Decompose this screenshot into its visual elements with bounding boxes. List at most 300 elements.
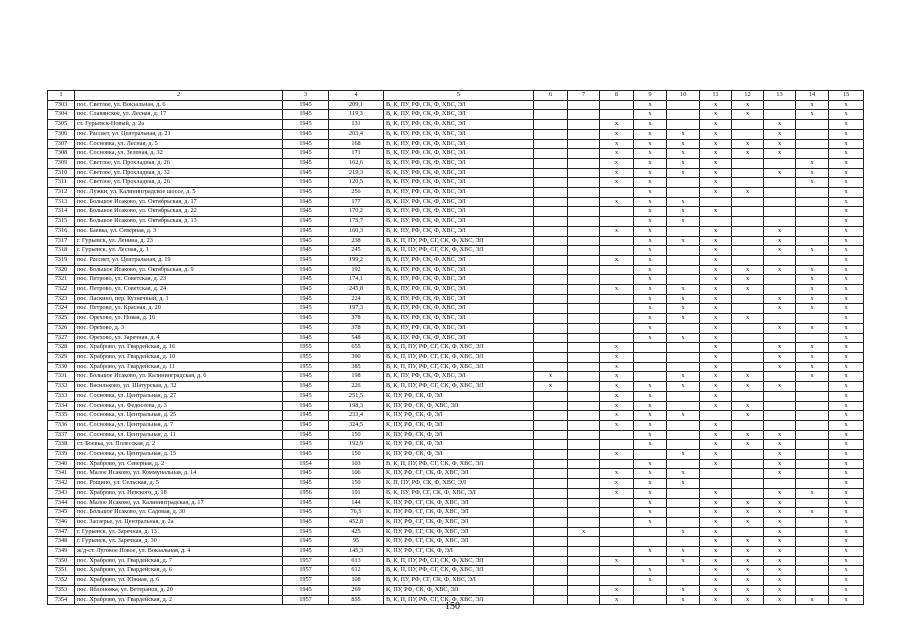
row-mark-col-15: x <box>829 537 864 547</box>
row-mark-col-13 <box>764 110 796 120</box>
row-services: К, П, ПУ, РФ, СК, Ф, ХВС, ЭЛ <box>384 479 534 489</box>
row-mark-col-10 <box>667 391 700 401</box>
row-mark-col-6 <box>534 440 568 450</box>
row-address: пос. Сосновка, ул. Лесная, д. 5 <box>75 139 283 149</box>
row-mark-col-10: x <box>667 556 700 566</box>
row-mark-col-15: x <box>829 120 864 130</box>
row-mark-col-10: x <box>667 207 700 217</box>
row-mark-col-8: x <box>600 139 634 149</box>
row-mark-col-15: x <box>829 469 864 479</box>
row-mark-col-7 <box>568 226 600 236</box>
row-mark-col-13 <box>764 197 796 207</box>
row-year: 1945 <box>283 255 329 265</box>
row-mark-col-12 <box>732 294 764 304</box>
row-mark-col-12: x <box>732 285 764 295</box>
table-row <box>48 517 864 527</box>
row-mark-col-8 <box>600 537 634 547</box>
row-number: 7330 <box>48 362 75 372</box>
table-row <box>48 207 864 217</box>
row-mark-col-8: x <box>600 168 634 178</box>
row-mark-col-14 <box>796 420 829 430</box>
row-services: В, К, ПУ, РФ, СК, Ф, ХВС, ЭЛ <box>384 158 534 168</box>
row-year: 1957 <box>283 566 329 576</box>
row-mark-col-11: x <box>700 188 732 198</box>
row-mark-col-11: x <box>700 178 732 188</box>
row-year: 1945 <box>283 382 329 392</box>
row-area: 103 <box>329 459 384 469</box>
table-row <box>48 352 864 362</box>
row-mark-col-15: x <box>829 352 864 362</box>
row-mark-col-14 <box>796 401 829 411</box>
row-mark-col-6 <box>534 265 568 275</box>
row-mark-col-10 <box>667 188 700 198</box>
row-number: 7342 <box>48 479 75 489</box>
row-mark-col-13 <box>764 333 796 343</box>
row-year: 1945 <box>283 149 329 159</box>
row-services: В, К, ПУ, РФ, СК, Ф, ХВС, ЭЛ <box>384 333 534 343</box>
table-row <box>48 537 864 547</box>
row-area: 108 <box>329 576 384 586</box>
row-mark-col-15: x <box>829 275 864 285</box>
row-area: 197,3 <box>329 304 384 314</box>
row-mark-col-7 <box>568 100 600 110</box>
row-year: 1945 <box>283 527 329 537</box>
row-mark-col-15: x <box>829 440 864 450</box>
row-year: 1957 <box>283 595 329 605</box>
row-mark-col-9: x <box>634 120 667 130</box>
row-year: 1945 <box>283 585 329 595</box>
row-address: пос. Славянское, ул. Лесная, д. 17 <box>75 110 283 120</box>
row-address: ст. Боевка, ул. Полесская, д. 2 <box>75 440 283 450</box>
row-address: пос. Малое Исаково, ул. Калининградская, д. 17 <box>75 498 283 508</box>
row-mark-col-13 <box>764 314 796 324</box>
row-mark-col-8 <box>600 314 634 324</box>
row-mark-col-15: x <box>829 382 864 392</box>
row-mark-col-13: x <box>764 139 796 149</box>
row-mark-col-14: x <box>796 508 829 518</box>
table-row <box>48 110 864 120</box>
row-mark-col-9: x <box>634 401 667 411</box>
row-mark-col-15: x <box>829 547 864 557</box>
row-mark-col-13 <box>764 207 796 217</box>
row-mark-col-6 <box>534 479 568 489</box>
row-year: 1945 <box>283 285 329 295</box>
row-mark-col-7 <box>568 382 600 392</box>
row-mark-col-6 <box>534 430 568 440</box>
row-mark-col-7 <box>568 207 600 217</box>
row-services: В, К, ПУ, РФ, СК, Ф, ХВС, ЭЛ <box>384 139 534 149</box>
row-mark-col-14: x <box>796 100 829 110</box>
row-mark-col-12: x <box>732 440 764 450</box>
row-area: 199,2 <box>329 255 384 265</box>
row-mark-col-14 <box>796 440 829 450</box>
row-mark-col-12: x <box>732 149 764 159</box>
row-year: 1945 <box>283 304 329 314</box>
row-mark-col-8 <box>600 547 634 557</box>
row-mark-col-8: x <box>600 362 634 372</box>
row-address: пос. Храброво, ул. Гвардейская, д. 10 <box>75 352 283 362</box>
row-mark-col-7 <box>568 158 600 168</box>
row-mark-col-9: x <box>634 411 667 421</box>
row-address: пос. Светлое, ул. Вокзальная, д. 6 <box>75 100 283 110</box>
row-mark-col-12 <box>732 217 764 227</box>
row-address: пос. Петрово, ул. Советская, д. 23 <box>75 275 283 285</box>
row-mark-col-13: x <box>764 430 796 440</box>
row-mark-col-10: x <box>667 372 700 382</box>
row-services: В, К, ПУ, РФ, СК, Ф, ХВС, ЭЛ <box>384 294 534 304</box>
column-header-9: 9 <box>634 91 667 101</box>
row-area: 162,6 <box>329 158 384 168</box>
row-mark-col-8 <box>600 508 634 518</box>
table-row <box>48 585 864 595</box>
row-mark-col-12 <box>732 207 764 217</box>
row-mark-col-15: x <box>829 188 864 198</box>
row-mark-col-15: x <box>829 488 864 498</box>
row-mark-col-14 <box>796 236 829 246</box>
row-mark-col-13: x <box>764 498 796 508</box>
row-mark-col-8: x <box>600 226 634 236</box>
row-mark-col-8: x <box>600 178 634 188</box>
row-mark-col-14: x <box>796 372 829 382</box>
row-mark-col-9: x <box>634 265 667 275</box>
row-area: 191 <box>329 488 384 498</box>
row-mark-col-14: x <box>796 488 829 498</box>
row-mark-col-13: x <box>764 149 796 159</box>
row-mark-col-12 <box>732 178 764 188</box>
column-number-header-row <box>48 91 864 101</box>
row-area: 150 <box>329 450 384 460</box>
row-mark-col-15: x <box>829 129 864 139</box>
table-row <box>48 178 864 188</box>
row-mark-col-14 <box>796 382 829 392</box>
row-mark-col-14: x <box>796 323 829 333</box>
row-mark-col-12: x <box>732 188 764 198</box>
row-mark-col-14: x <box>796 304 829 314</box>
row-address: пос. Васильково, ул. Шатурская, д. 32 <box>75 382 283 392</box>
table-row <box>48 168 864 178</box>
row-mark-col-12: x <box>732 547 764 557</box>
row-mark-col-7 <box>568 479 600 489</box>
row-mark-col-13 <box>764 217 796 227</box>
row-area: 425 <box>329 527 384 537</box>
row-mark-col-14 <box>796 217 829 227</box>
row-area: 233,4 <box>329 411 384 421</box>
row-mark-col-10: x <box>667 149 700 159</box>
row-mark-col-13 <box>764 275 796 285</box>
row-number: 7334 <box>48 401 75 411</box>
row-mark-col-15: x <box>829 508 864 518</box>
row-area: 144 <box>329 498 384 508</box>
row-mark-col-8 <box>600 100 634 110</box>
row-mark-col-14 <box>796 255 829 265</box>
row-mark-col-11: x <box>700 265 732 275</box>
row-mark-col-14: x <box>796 352 829 362</box>
row-services: В, К, ПУ, РФ, СК, Ф, ХВС, ЭЛ <box>384 304 534 314</box>
row-mark-col-12: x <box>732 100 764 110</box>
table-row <box>48 314 864 324</box>
row-mark-col-11: x <box>700 450 732 460</box>
row-mark-col-12 <box>732 459 764 469</box>
table-row <box>48 255 864 265</box>
row-number: 7307 <box>48 139 75 149</box>
column-header-4: 4 <box>329 91 384 101</box>
column-header-12: 12 <box>732 91 764 101</box>
row-mark-col-13: x <box>764 226 796 236</box>
row-address: пос. Заозерье, ул. Центральная, д. 2а <box>75 517 283 527</box>
row-year: 1945 <box>283 450 329 460</box>
row-area: 174,1 <box>329 275 384 285</box>
row-mark-col-7 <box>568 430 600 440</box>
row-area: 209,1 <box>329 100 384 110</box>
row-mark-col-6 <box>534 352 568 362</box>
row-number: 7320 <box>48 265 75 275</box>
row-mark-col-6 <box>534 343 568 353</box>
row-area: 76,5 <box>329 508 384 518</box>
row-services: В, К, ПУ, РФ, СК, Ф, ХВС, ЭЛ <box>384 285 534 295</box>
row-mark-col-9 <box>634 352 667 362</box>
row-mark-col-13: x <box>764 459 796 469</box>
row-mark-col-6 <box>534 110 568 120</box>
table-row <box>48 129 864 139</box>
row-mark-col-15: x <box>829 527 864 537</box>
table-row <box>48 420 864 430</box>
row-number: 7327 <box>48 333 75 343</box>
row-address: пос. Храброво, ул. Невского, д. 18 <box>75 488 283 498</box>
row-mark-col-7: x <box>568 527 600 537</box>
row-mark-col-10 <box>667 459 700 469</box>
row-year: 1945 <box>283 129 329 139</box>
row-mark-col-14: x <box>796 168 829 178</box>
row-services: К, ПУ, РФ, СГ, СК, Ф, ХВС, ЭЛ <box>384 517 534 527</box>
row-number: 7343 <box>48 488 75 498</box>
row-mark-col-6 <box>534 488 568 498</box>
row-address: пос. Малое Исаково, ул. Коммунальная, д. 14 <box>75 469 283 479</box>
row-mark-col-12 <box>732 323 764 333</box>
row-mark-col-9 <box>634 343 667 353</box>
row-mark-col-14: x <box>796 246 829 256</box>
row-mark-col-10 <box>667 537 700 547</box>
row-mark-col-9: x <box>634 430 667 440</box>
row-area: 192,9 <box>329 440 384 450</box>
row-mark-col-8 <box>600 323 634 333</box>
row-mark-col-12 <box>732 469 764 479</box>
row-area: 177 <box>329 197 384 207</box>
row-mark-col-14 <box>796 498 829 508</box>
row-mark-col-10: x <box>667 285 700 295</box>
row-mark-col-14 <box>796 188 829 198</box>
row-mark-col-15: x <box>829 585 864 595</box>
row-mark-col-11: x <box>700 139 732 149</box>
row-mark-col-7 <box>568 178 600 188</box>
table-row <box>48 430 864 440</box>
row-services: В, К, ПУ, РФ, СК, Ф, ХВС, ЭЛ <box>384 314 534 324</box>
row-year: 1945 <box>283 139 329 149</box>
row-services: В, К, ПУ, РФ, СК, Ф, ХВС, ЭЛ <box>384 255 534 265</box>
row-mark-col-9 <box>634 537 667 547</box>
row-mark-col-8: x <box>600 382 634 392</box>
row-mark-col-6 <box>534 498 568 508</box>
row-mark-col-6 <box>534 314 568 324</box>
row-mark-col-9: x <box>634 488 667 498</box>
row-mark-col-9 <box>634 527 667 537</box>
row-mark-col-13: x <box>764 129 796 139</box>
row-mark-col-9: x <box>634 217 667 227</box>
row-mark-col-11: x <box>700 149 732 159</box>
row-mark-col-8: x <box>600 285 634 295</box>
row-number: 7331 <box>48 372 75 382</box>
row-mark-col-14 <box>796 129 829 139</box>
row-mark-col-12 <box>732 488 764 498</box>
row-mark-col-13 <box>764 372 796 382</box>
row-mark-col-8: x <box>600 401 634 411</box>
table-row <box>48 197 864 207</box>
table-row <box>48 333 864 343</box>
table-row <box>48 566 864 576</box>
table-row <box>48 275 864 285</box>
row-mark-col-6 <box>534 226 568 236</box>
row-address: пос. Храброво, ул. Гвардейская, д. 16 <box>75 343 283 353</box>
row-mark-col-9: x <box>634 333 667 343</box>
row-mark-col-8 <box>600 430 634 440</box>
row-mark-col-10: x <box>667 469 700 479</box>
row-mark-col-7 <box>568 343 600 353</box>
row-mark-col-12: x <box>732 576 764 586</box>
row-mark-col-10 <box>667 323 700 333</box>
row-mark-col-8: x <box>600 120 634 130</box>
column-header-3: 3 <box>283 91 329 101</box>
row-address: ст. Гурьевск-Новый, д. 2а <box>75 120 283 130</box>
row-mark-col-11: x <box>700 246 732 256</box>
row-mark-col-12 <box>732 450 764 460</box>
row-mark-col-13: x <box>764 168 796 178</box>
row-mark-col-7 <box>568 450 600 460</box>
row-mark-col-8 <box>600 188 634 198</box>
row-address: пос. Орехово, д. 3 <box>75 323 283 333</box>
row-number: 7321 <box>48 275 75 285</box>
row-mark-col-11: x <box>700 459 732 469</box>
row-number: 7339 <box>48 450 75 460</box>
row-mark-col-10 <box>667 498 700 508</box>
row-number: 7319 <box>48 255 75 265</box>
row-mark-col-10 <box>667 120 700 130</box>
row-year: 1945 <box>283 401 329 411</box>
row-services: К, ПУ, РФ, СГ, СК, Ф, ХВС, ЭЛ <box>384 527 534 537</box>
row-mark-col-9: x <box>634 226 667 236</box>
row-mark-col-7 <box>568 129 600 139</box>
row-services: К, ПУ, РФ, СГ, СК, Ф, ХВС, ЭЛ <box>384 469 534 479</box>
row-mark-col-9: x <box>634 275 667 285</box>
row-mark-col-12: x <box>732 372 764 382</box>
row-mark-col-15: x <box>829 149 864 159</box>
row-services: К, ПУ, РФ, СК, Ф, ХВС, ЭЛ <box>384 585 534 595</box>
row-mark-col-11: x <box>700 129 732 139</box>
row-mark-col-10: x <box>667 382 700 392</box>
row-mark-col-6 <box>534 168 568 178</box>
row-mark-col-12 <box>732 255 764 265</box>
row-mark-col-6 <box>534 585 568 595</box>
row-mark-col-7 <box>568 362 600 372</box>
table-row <box>48 527 864 537</box>
row-services: В, К, ПУ, РФ, СК, Ф, ХВС, ЭЛ <box>384 178 534 188</box>
row-year: 1945 <box>283 508 329 518</box>
row-mark-col-9: x <box>634 139 667 149</box>
row-mark-col-12 <box>732 120 764 130</box>
row-area: 219,3 <box>329 168 384 178</box>
row-mark-col-9: x <box>634 314 667 324</box>
row-mark-col-6 <box>534 323 568 333</box>
row-mark-col-6 <box>534 197 568 207</box>
row-mark-col-9: x <box>634 110 667 120</box>
row-services: В, К, ПУ, РФ, СК, Ф, ХВС, ЭЛ <box>384 188 534 198</box>
row-mark-col-14 <box>796 537 829 547</box>
row-mark-col-9: x <box>634 547 667 557</box>
row-mark-col-15: x <box>829 333 864 343</box>
column-header-6: 6 <box>534 91 568 101</box>
row-address: пос. Орехово, ул. Заречная, д. 4 <box>75 333 283 343</box>
row-mark-col-12 <box>732 333 764 343</box>
row-mark-col-8 <box>600 275 634 285</box>
row-mark-col-13 <box>764 100 796 110</box>
row-year: 1945 <box>283 275 329 285</box>
row-mark-col-9: x <box>634 498 667 508</box>
row-number: 7340 <box>48 459 75 469</box>
row-mark-col-15: x <box>829 236 864 246</box>
row-mark-col-14 <box>796 411 829 421</box>
row-mark-col-12 <box>732 197 764 207</box>
row-year: 1957 <box>283 556 329 566</box>
row-year: 1945 <box>283 430 329 440</box>
row-mark-col-9: x <box>634 197 667 207</box>
row-mark-col-14 <box>796 391 829 401</box>
table-row <box>48 488 864 498</box>
row-area: 160,3 <box>329 226 384 236</box>
row-mark-col-8: x <box>600 585 634 595</box>
row-mark-col-11 <box>700 479 732 489</box>
row-services: В, К, ПУ, РФ, СК, Ф, ХВС, ЭЛ <box>384 110 534 120</box>
row-mark-col-14 <box>796 517 829 527</box>
row-area: 224 <box>329 294 384 304</box>
row-mark-col-8: x <box>600 391 634 401</box>
row-mark-col-9: x <box>634 517 667 527</box>
row-mark-col-10: x <box>667 411 700 421</box>
row-mark-col-10 <box>667 517 700 527</box>
row-area: 198,3 <box>329 401 384 411</box>
row-mark-col-14: x <box>796 265 829 275</box>
column-header-11: 11 <box>700 91 732 101</box>
row-mark-col-14 <box>796 547 829 557</box>
row-mark-col-13: x <box>764 440 796 450</box>
row-address: пос. Храброво, ул. Гвардейская, д. 2 <box>75 595 283 605</box>
row-mark-col-13: x <box>764 595 796 605</box>
row-mark-col-11: x <box>700 343 732 353</box>
row-mark-col-11: x <box>700 207 732 217</box>
table-row <box>48 343 864 353</box>
row-mark-col-11: x <box>700 576 732 586</box>
row-year: 1945 <box>283 517 329 527</box>
row-mark-col-13 <box>764 420 796 430</box>
row-mark-col-9 <box>634 556 667 566</box>
row-mark-col-13 <box>764 285 796 295</box>
row-mark-col-11: x <box>700 566 732 576</box>
row-mark-col-8 <box>600 333 634 343</box>
row-mark-col-14: x <box>796 343 829 353</box>
row-mark-col-13: x <box>764 585 796 595</box>
row-mark-col-14 <box>796 430 829 440</box>
row-mark-col-14: x <box>796 285 829 295</box>
row-mark-col-7 <box>568 275 600 285</box>
row-mark-col-12 <box>732 158 764 168</box>
row-mark-col-10: x <box>667 139 700 149</box>
